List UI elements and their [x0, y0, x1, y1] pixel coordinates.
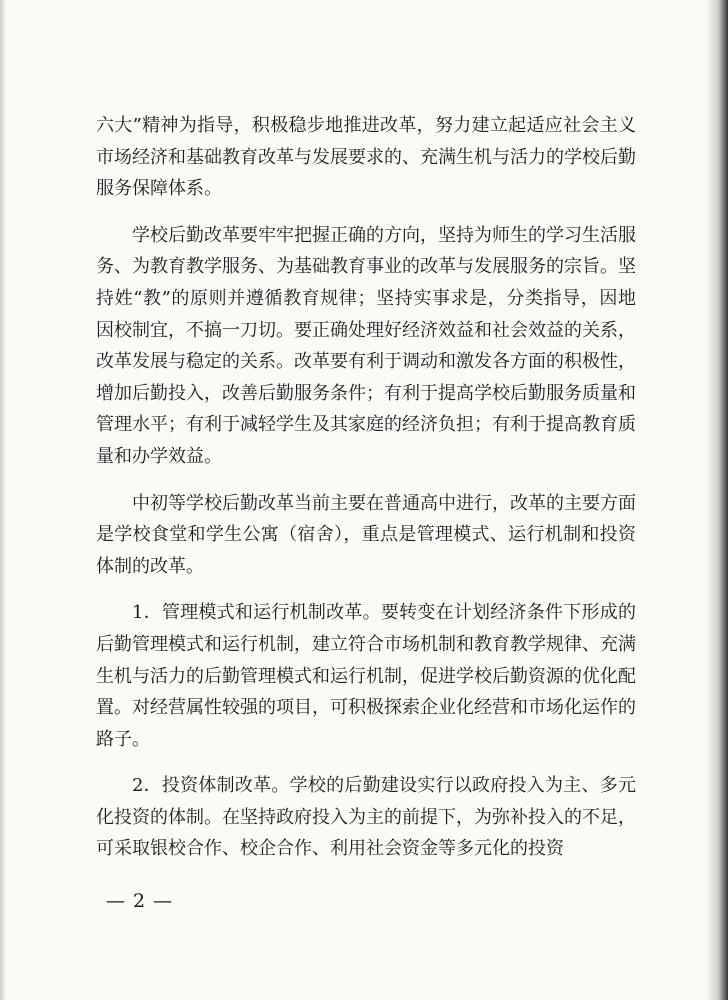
paragraph-3: 中初等学校后勤改革当前主要在普通高中进行，改革的主要方面是学校食堂和学生公寓（宿舍），重点是管理模式、运行机制和投资体制的改革。 — [96, 492, 636, 577]
paragraph-5: 2．投资体制改革。学校的后勤建设实行以政府投入为主、多元化投资的体制。在坚持政府投入为主的前提下，为弥补投入的不足，可采取银校合作、校企合作、利用社会资金等多元化的投资 — [96, 775, 636, 860]
scan-right-edge — [706, 0, 728, 1000]
body-text — [96, 110, 636, 880]
paragraph-1: 六大”精神为指导，积极稳步地推进改革，努力建立起适应社会主义市场经济和基础教育改革与发展要求的、充满生机与活力的学校后勤服务保障体系。 — [96, 115, 636, 200]
paragraph-2: 学校后勤改革要牢牢把握正确的方向，坚持为师生的学习生活服务、为教育教学服务、为基础教育事业的改革与发展服务的宗旨。坚持姓“教”的原则并遵循教育规律；坚持实事求是，分类指导，因地因校制宜，不搞一刀切。要正确处理好经济效益和社会效益的关系，改革发展与稳定的关系。改革要有利于调动和激发各方面的积极性，增加后勤投入，改善后勤服务条件；有利于提高学校后勤服务质量和管理水平；有利于减轻学生及其家庭的经济负担；有利于提高教育质量和办学效益。 — [96, 224, 636, 467]
paragraph-4: 1．管理模式和运行机制改革。要转变在计划经济条件下形成的后勤管理模式和运行机制，建立符合市场机制和教育教学规律、充满生机与活力的后勤管理模式和运行机制，促进学校后勤资源的优化配置。对经营属性较强的项目，可积极探索企业化经营和市场化运作的路子。 — [96, 602, 636, 750]
page-number: — 2 — — [106, 890, 174, 912]
scan-left-edge — [0, 0, 6, 1000]
